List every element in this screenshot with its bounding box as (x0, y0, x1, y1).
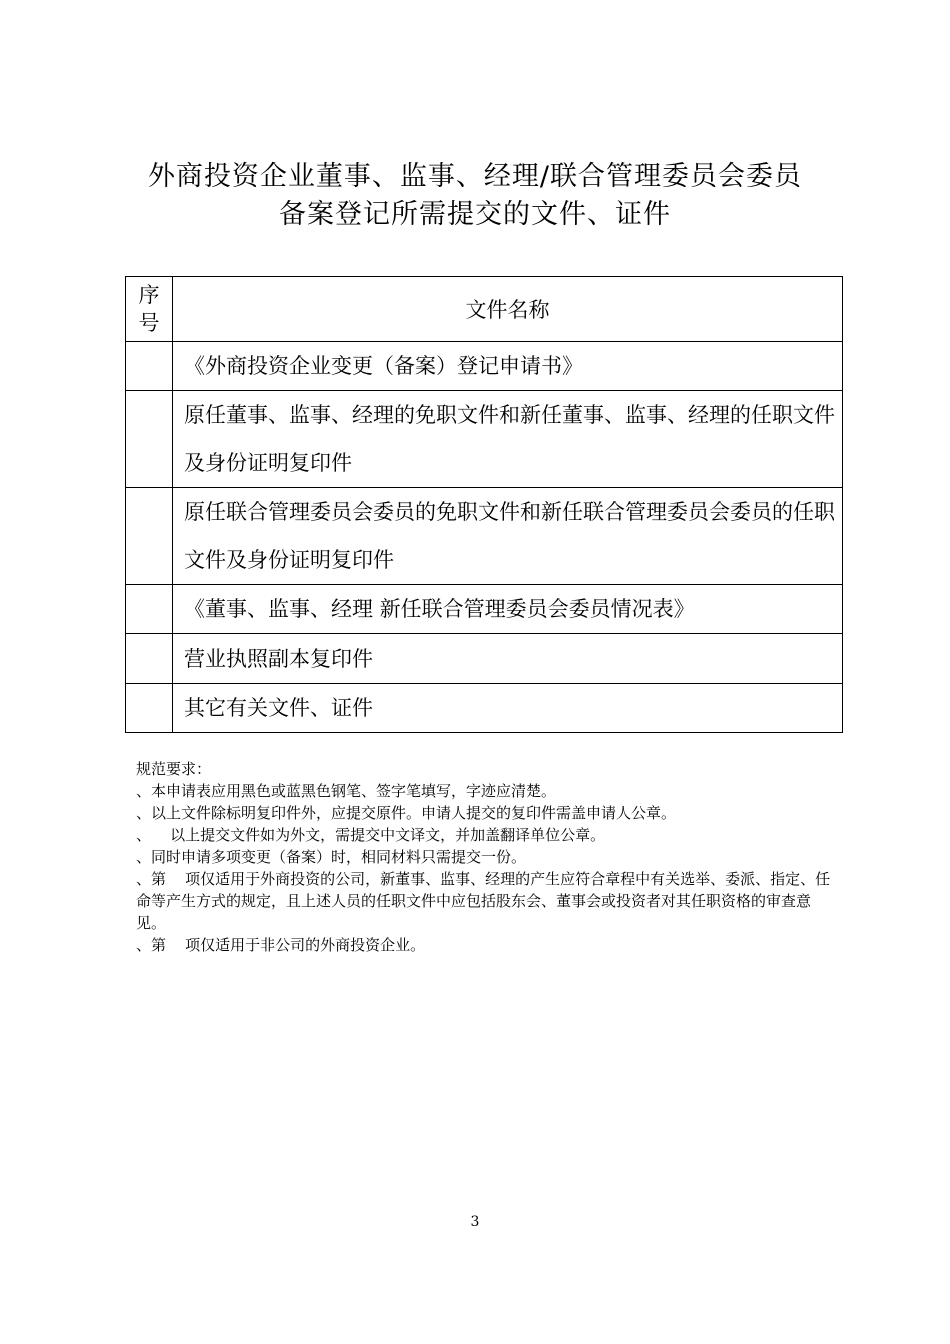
row-number-cell (126, 684, 173, 733)
row-number-cell (126, 634, 173, 684)
document-title (0, 158, 950, 234)
title-line-2: 备案登记所需提交的文件、证件 (279, 199, 671, 230)
row-name-cell: 其它有关文件、证件 (173, 684, 843, 733)
note-item: 、第 项仅适用于非公司的外商投资企业。 (136, 936, 426, 954)
note-item: 、以上文件除标明复印件外，应提交原件。申请人提交的复印件需盖申请人公章。 (136, 804, 677, 822)
row-name-cell: 《外商投资企业变更（备案）登记申请书》 (173, 342, 843, 391)
row-name-cell: 原任董事、监事、经理的免职文件和新任董事、监事、经理的任职文件及身份证明复印件 (173, 391, 843, 488)
requirements-notes (136, 758, 836, 956)
note-item: 、第 项仅适用于外商投资的公司，新董事、监事、经理的产生应符合章程中有关选举、委派、指定、任命等产生方式的规定，且上述人员的任职文件中应包括股东会、董事会或投资者对其任职资格的审查意见。 (136, 870, 831, 932)
file-list-table (125, 276, 843, 733)
table-row (126, 585, 843, 634)
row-name-cell: 原任联合管理委员会委员的免职文件和新任联合管理委员会委员的任职文件及身份证明复印件 (173, 488, 843, 585)
table-row (126, 488, 843, 585)
row-number-cell (126, 585, 173, 634)
note-item: 、 以上提交文件如为外文，需提交中文译文，并加盖翻译单位公章。 (136, 826, 606, 844)
table-row (126, 391, 843, 488)
row-number-cell (126, 488, 173, 585)
row-name-cell: 营业执照副本复印件 (173, 634, 843, 684)
header-number-line-1: 序 (138, 283, 160, 307)
row-number-cell (126, 342, 173, 391)
title-line-1: 外商投资企业董事、监事、经理/联合管理委员会委员 (147, 161, 803, 192)
header-number-cell (126, 277, 173, 342)
table-row (126, 634, 843, 684)
table-header-row (126, 277, 843, 342)
row-number-cell (126, 391, 173, 488)
table-row (126, 342, 843, 391)
notes-heading: 规范要求： (136, 760, 212, 778)
note-item: 、同时申请多项变更（备案）时，相同材料只需提交一份。 (136, 848, 527, 866)
header-number-line-2: 号 (138, 311, 160, 335)
note-item: 、本申请表应用黑色或蓝黑色钢笔、签字笔填写，字迹应清楚。 (136, 782, 557, 800)
page-number: 3 (470, 1214, 480, 1230)
header-name-cell: 文件名称 (173, 277, 843, 342)
row-name-cell: 《董事、监事、经理 新任联合管理委员会委员情况表》 (173, 585, 843, 634)
table-row (126, 684, 843, 733)
